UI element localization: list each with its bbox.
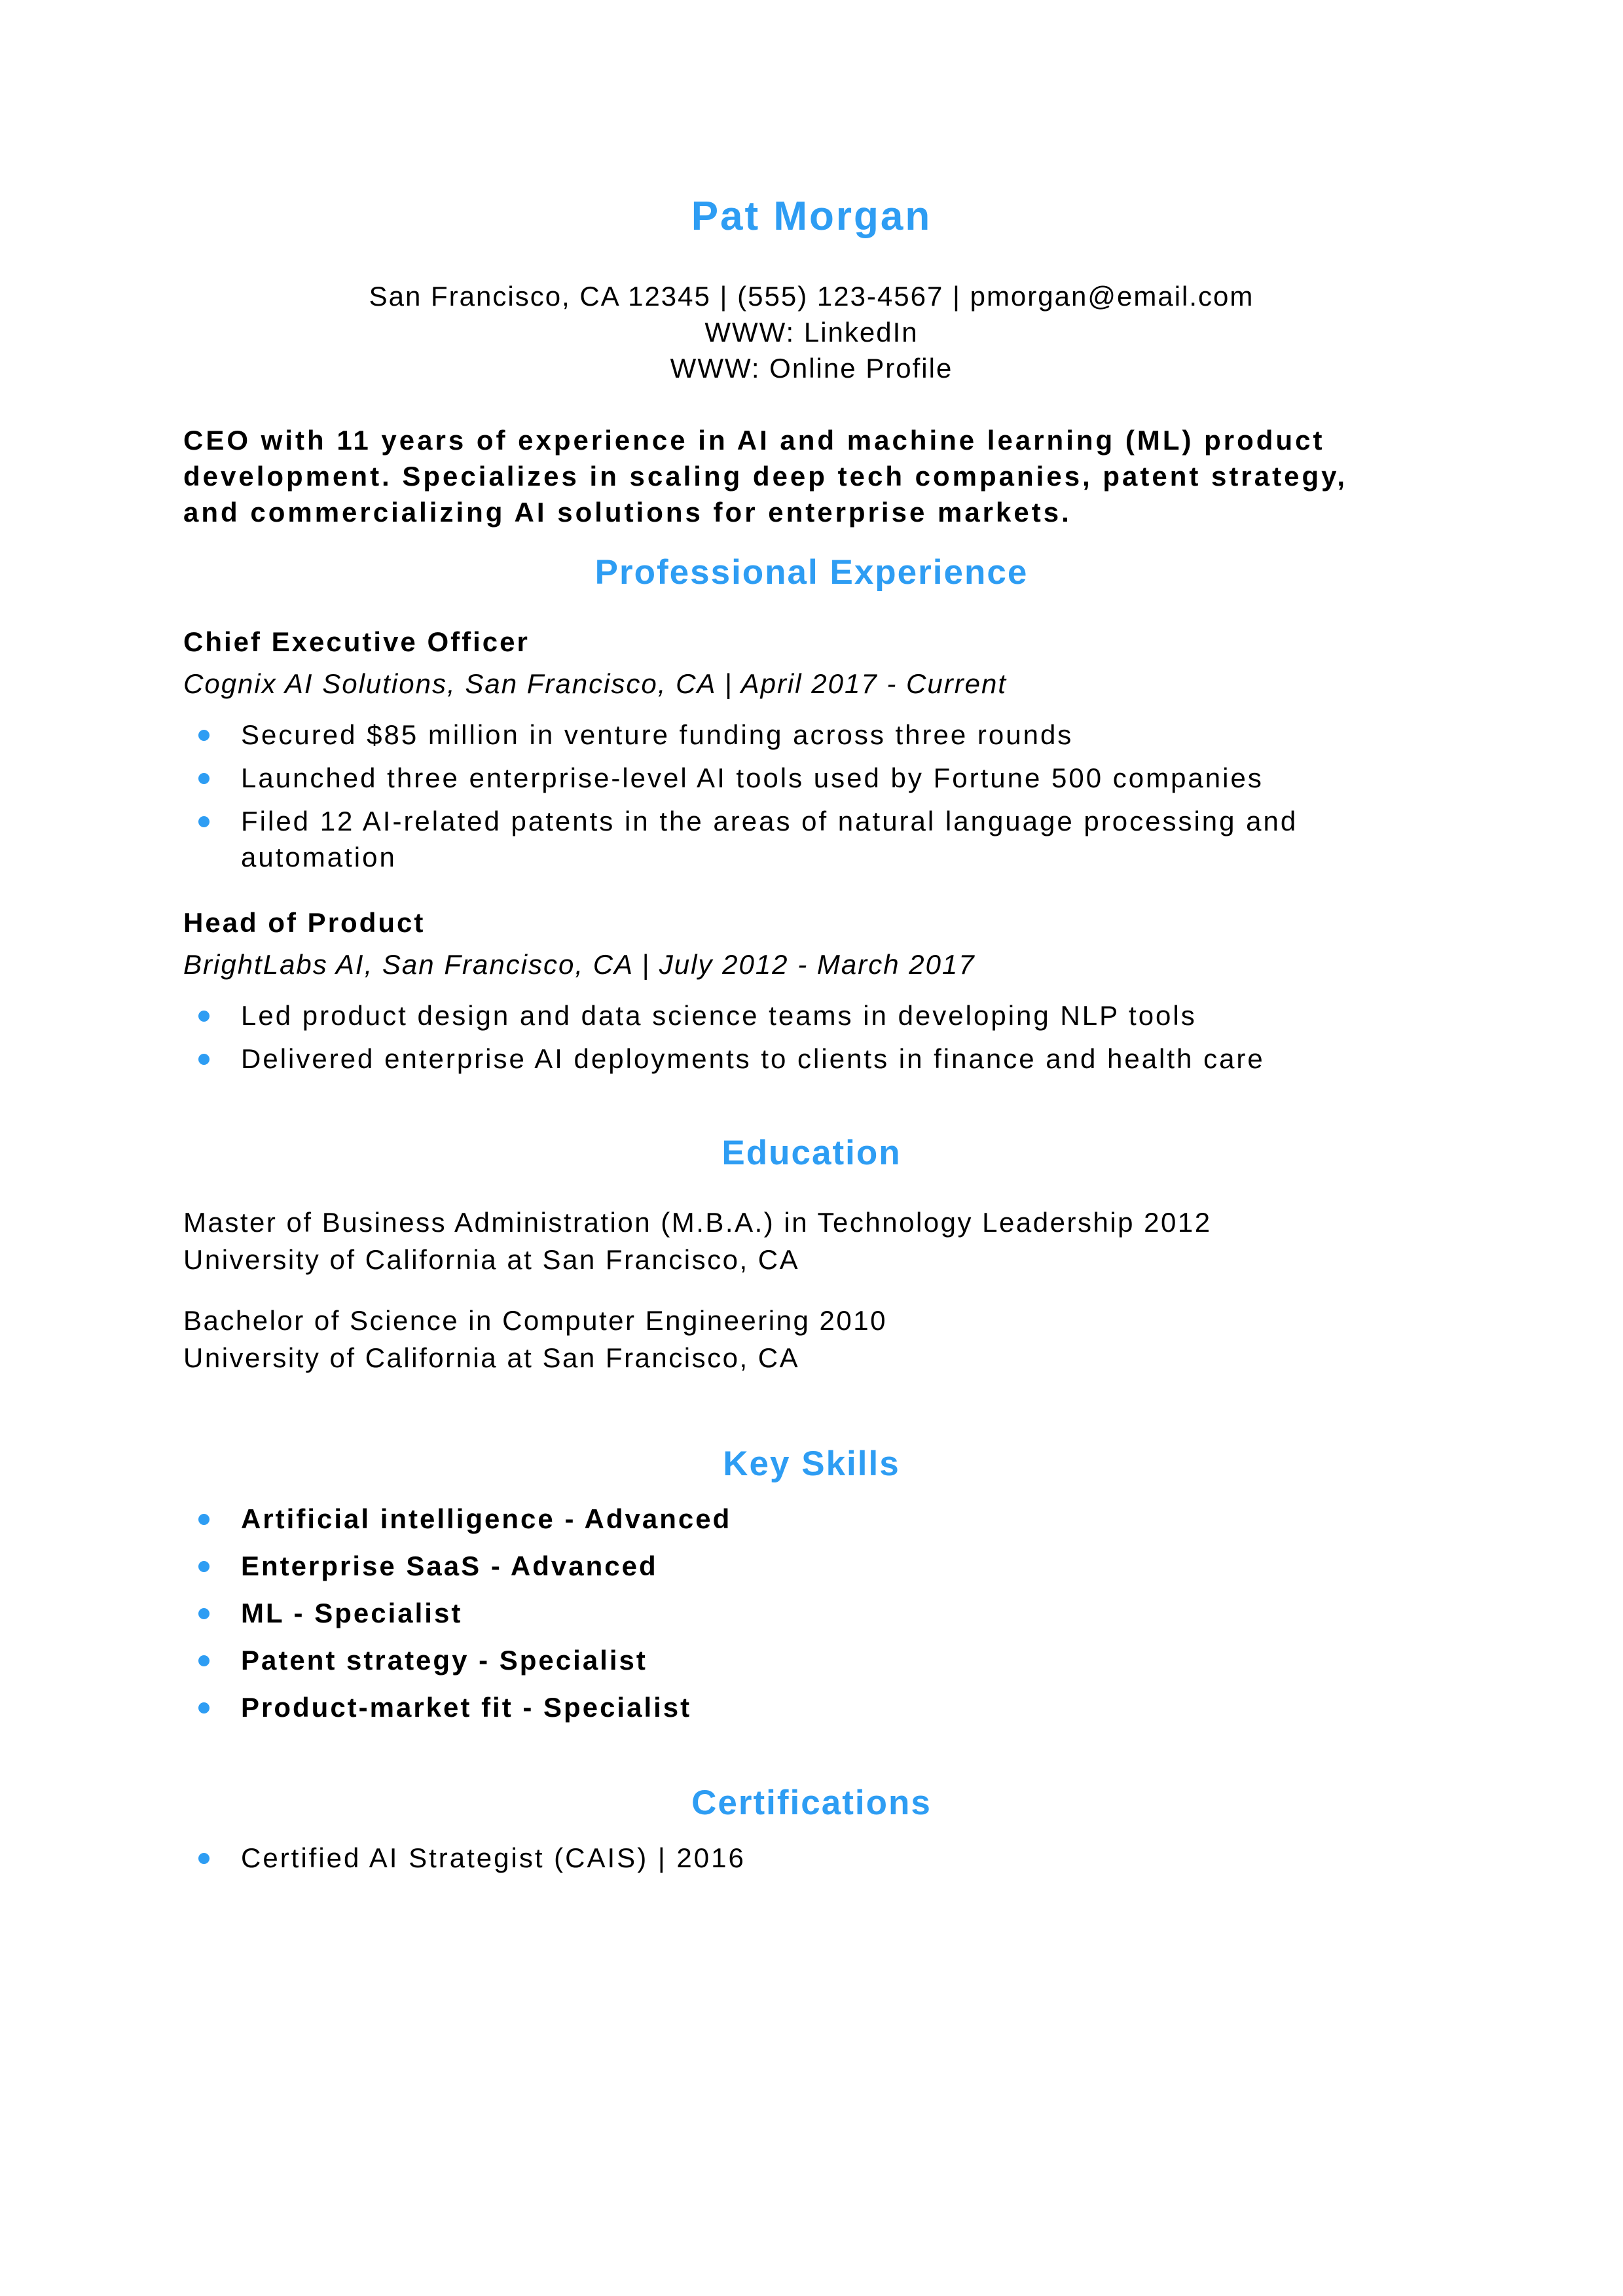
section-education [183,1132,1440,1376]
bullet-icon [198,1011,210,1022]
job-bullet [183,717,1440,753]
certification-item [183,1840,1440,1876]
job-entry-head-of-product [183,905,1440,1077]
skill-item [183,1501,1440,1537]
bullet-icon [198,730,210,741]
education-entry-mba [183,1204,1440,1278]
job-company-dates: BrightLabs AI, San Francisco, CA | July 2012 - March 2017 [183,949,976,980]
school-line: University of California at San Francisco, CA [183,1342,800,1373]
degree-line: Master of Business Administration (M.B.A.) in Technology Leadership 2012 [183,1207,1212,1238]
job-company-dates: Cognix AI Solutions, San Francisco, CA | April 2017 - Current [183,668,1008,699]
linkedin-link[interactable]: WWW: LinkedIn [704,317,919,348]
bullet-icon [198,1561,210,1572]
skill-item [183,1595,1440,1631]
skill-text: ML - Specialist [241,1598,463,1628]
candidate-name: Pat Morgan [691,194,932,239]
skill-item [183,1689,1440,1725]
certification-text: Certified AI Strategist (CAIS) | 2016 [241,1842,746,1873]
experience-section-title: Professional Experience [594,553,1029,592]
skills-list [183,1501,1440,1725]
education-entry-bs [183,1302,1440,1376]
skill-text: Product-market fit - Specialist [241,1692,692,1723]
bullet-icon [198,1853,210,1864]
skills-section-title: Key Skills [723,1444,900,1483]
bullet-text: Launched three enterprise-level AI tools used by Fortune 500 companies [241,762,1264,793]
job-bullet [183,803,1440,875]
job-entry-ceo [183,624,1440,875]
contact-block [183,278,1440,386]
job-title: Head of Product [183,907,426,938]
job-bullet-list [183,717,1440,875]
bullet-text: Secured $85 million in venture funding across three rounds [241,719,1074,750]
degree-line: Bachelor of Science in Computer Engineering 2010 [183,1305,887,1336]
job-bullet [183,997,1440,1033]
section-experience [183,551,1440,1077]
job-title: Chief Executive Officer [183,626,530,657]
bullet-icon [198,1054,210,1065]
online-profile-link[interactable]: WWW: Online Profile [670,353,953,384]
bullet-icon [198,1608,210,1619]
job-bullet [183,1041,1440,1077]
bullet-text: Filed 12 AI-related patents in the areas of natural language processing and automation [241,806,1298,872]
contact-info-line: San Francisco, CA 12345 | (555) 123-4567 | pmorgan@email.com [369,281,1254,312]
bullet-icon [198,773,210,784]
section-key-skills [183,1443,1440,1725]
section-certifications [183,1782,1440,1876]
professional-summary: CEO with 11 years of experience in AI and machine learning (ML) product development. Specializes in scaling deep tech companies, patent strategy, and commercializing AI solutions for enterprise markets. [183,425,1348,528]
job-bullet-list [183,997,1440,1077]
bullet-icon [198,816,210,827]
bullet-icon [198,1655,210,1666]
certifications-list [183,1840,1440,1876]
skill-text: Enterprise SaaS - Advanced [241,1551,658,1581]
bullet-icon [198,1514,210,1525]
skill-item [183,1642,1440,1678]
bullet-text: Delivered enterprise AI deployments to clients in finance and health care [241,1043,1265,1074]
job-bullet [183,760,1440,796]
skill-item [183,1548,1440,1584]
skill-text: Artificial intelligence - Advanced [241,1503,732,1534]
certifications-section-title: Certifications [691,1784,932,1822]
bullet-text: Led product design and data science teams in developing NLP tools [241,1000,1197,1031]
resume-header [183,192,1440,386]
education-section-title: Education [721,1134,902,1172]
school-line: University of California at San Francisco, CA [183,1244,800,1275]
bullet-icon [198,1702,210,1713]
skill-text: Patent strategy - Specialist [241,1645,647,1676]
